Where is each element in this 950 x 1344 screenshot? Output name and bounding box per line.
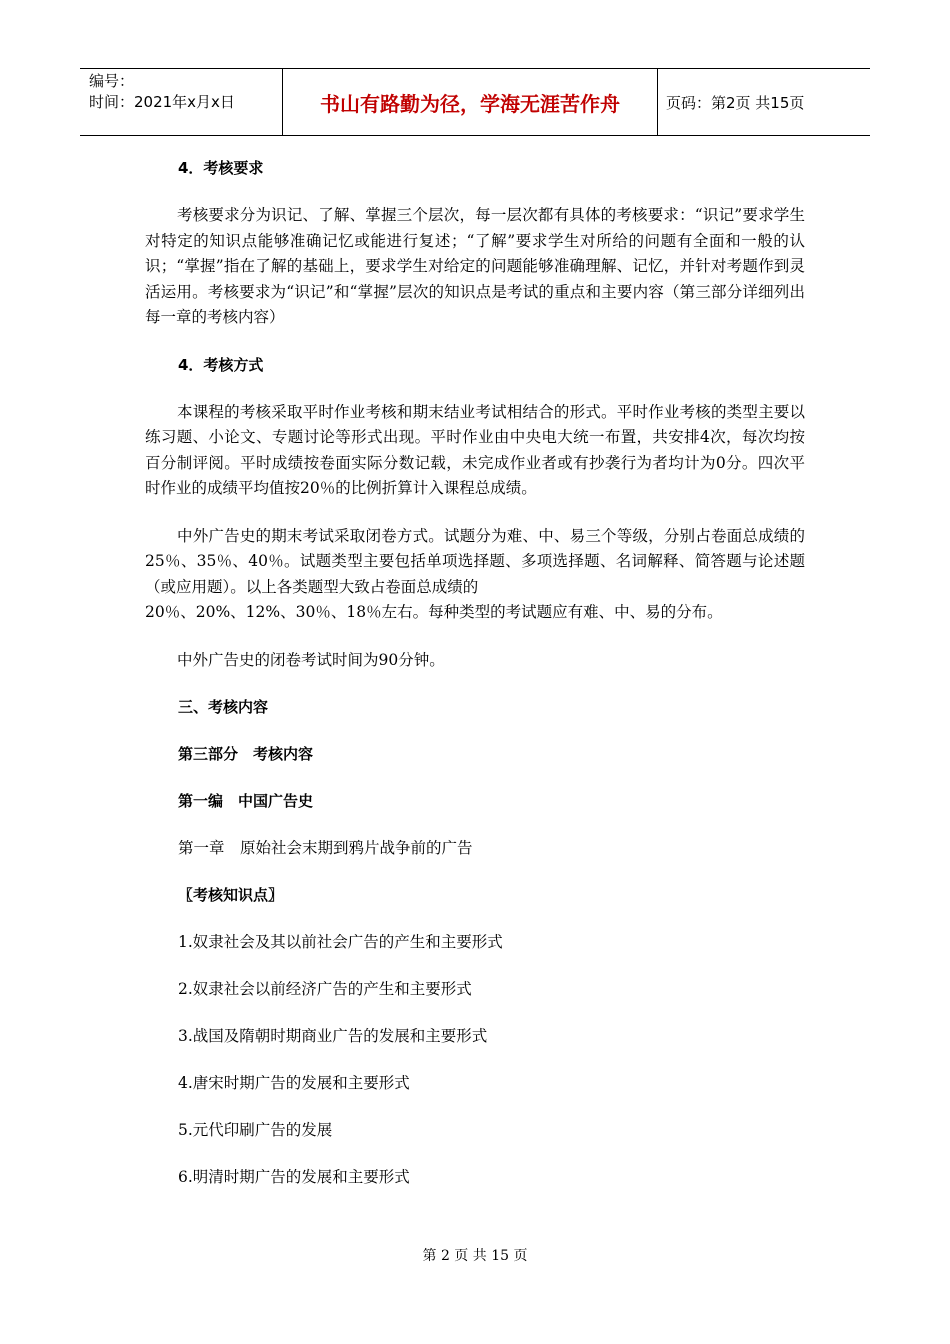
section-heading-requirements: 4．考核要求	[178, 159, 264, 177]
header-page-label: 页码：第2页 共15页	[666, 93, 805, 112]
list-item: 1.奴隶社会及其以前社会广告的产生和主要形式	[178, 933, 503, 951]
paragraph-requirements: 考核要求分为识记、了解、掌握三个层次，每一层次都有具体的考核要求：“识记”要求学生对特定的知识点能够准确记忆或能进行复述；“了解”要求学生对所给的问题有全面和一般的认识；“掌握”指在了解的基础上，要求学生对给定的问题能够准确理解、记忆，并针对考题作到灵活运用。考核要求为“识记”和“掌握”层次的知识点是考试的重点和主要内容（第三部分详细列出每一章的考核内容）	[145, 206, 805, 326]
section-heading-content: 三、考核内容	[178, 698, 269, 716]
section-heading-method: 4．考核方式	[178, 355, 264, 374]
paragraph-method: 本课程的考核采取平时作业考核和期末结业考试相结合的形式。平时作业考核的类型主要以练习题、小论文、专题讨论等形式出现。平时作业由中央电大统一布置，共安排4次，每次均按百分制评阅。平时成绩按卷面实际分数记载，未完成作业者或有抄袭行为者均计为0分。四次平时作业的成绩平均值按20％的比例折算计入课程总成绩。	[145, 402, 805, 497]
number-label: 编号：	[89, 72, 135, 90]
header-meta	[80, 69, 282, 135]
part-heading: 第三部分 考核内容	[178, 745, 314, 763]
paragraph-exam-format-continued: 20％、20%、12%、30％、18％左右。每种类型的考试题应有难、中、易的分布。	[145, 603, 723, 621]
knowledge-points-heading: 〖考核知识点〗	[178, 886, 284, 904]
list-item: 6.明清时期广告的发展和主要形式	[178, 1168, 410, 1186]
time-label: 时间：2021年x月x日	[89, 93, 235, 111]
paragraph-exam-format: 中外广告史的期末考试采取闭卷方式。试题分为难、中、易三个等级，分别占卷面总成绩的25％、35％、40％。试题类型主要包括单项选择题、多项选择题、名词解释、简答题与论述题（或应用题）。以上各类题型大致占卷面总成绩的	[145, 526, 805, 596]
page-content	[145, 156, 805, 1190]
page-header	[80, 68, 870, 136]
chapter-title: 第一章 原始社会末期到鸦片战争前的广告	[178, 839, 473, 857]
page-footer: 第 2 页 共 15 页	[422, 1248, 528, 1264]
header-motto: 书山有路勤为径，学海无涯苦作舟	[282, 69, 658, 135]
list-item: 3.战国及隋朝时期商业广告的发展和主要形式	[178, 1027, 488, 1045]
paragraph-exam-time: 中外广告史的闭卷考试时间为90分钟。	[177, 650, 445, 669]
list-item: 4.唐宋时期广告的发展和主要形式	[178, 1074, 410, 1092]
volume-heading: 第一编 中国广告史	[178, 792, 314, 810]
list-item: 5.元代印刷广告的发展	[178, 1121, 333, 1139]
list-item: 2.奴隶社会以前经济广告的产生和主要形式	[178, 980, 472, 998]
